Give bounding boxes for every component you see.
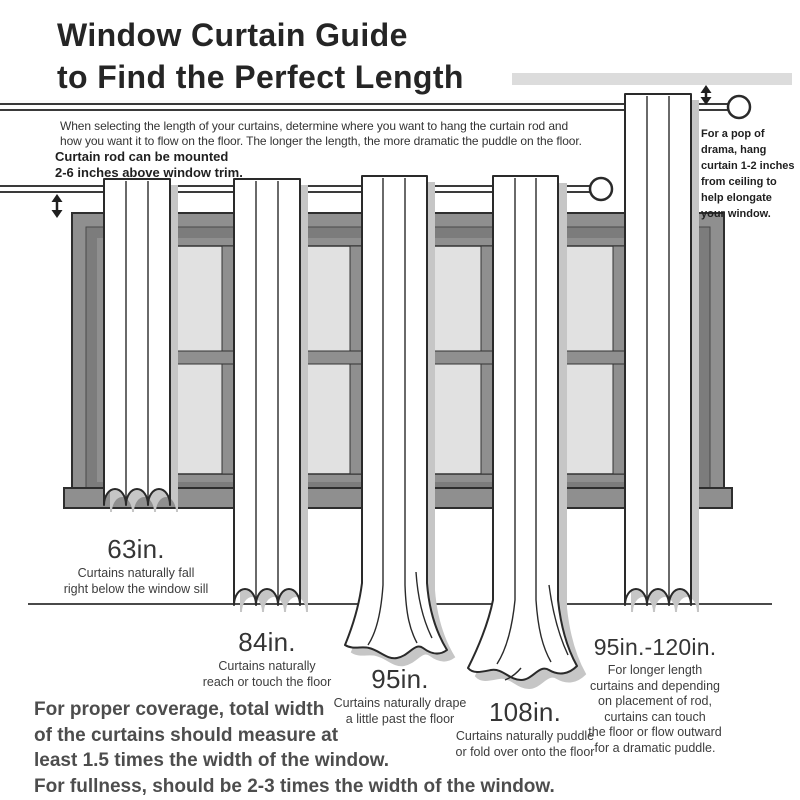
ceiling-note-line: curtain 1-2 inches bbox=[701, 160, 795, 172]
length-caption-line: curtains can touch bbox=[604, 709, 706, 724]
length-caption-line: a little past the floor bbox=[345, 711, 455, 726]
length-caption-line: or fold over onto the floor bbox=[455, 744, 595, 759]
length-caption-line: for a dramatic puddle. bbox=[594, 740, 716, 755]
length-caption-line: Curtains naturally drape bbox=[333, 696, 467, 710]
length-caption-line: on placement of rod, bbox=[598, 694, 712, 708]
title-line: to Find the Perfect Length bbox=[57, 59, 464, 95]
intro-line: When selecting the length of your curtains, determine where you want to hang the curtain rod and bbox=[60, 119, 569, 133]
double-arrow-icon bbox=[52, 194, 63, 218]
length-caption-line: Curtains naturally puddle bbox=[455, 729, 595, 743]
ceiling-note-line: For a pop of bbox=[701, 128, 765, 140]
ceiling-mount-note bbox=[701, 126, 795, 222]
coverage-line: For proper coverage, total width bbox=[34, 699, 325, 720]
rod-mount-note bbox=[55, 149, 243, 181]
title-line: Window Curtain Guide bbox=[57, 17, 408, 53]
coverage-line: of the curtains should measure at bbox=[34, 724, 339, 746]
length-caption-line: the floor or flow outward bbox=[588, 725, 722, 739]
ceiling-bar bbox=[512, 73, 792, 85]
ceiling-note-line: from ceiling to bbox=[701, 176, 777, 188]
coverage-note bbox=[34, 697, 555, 799]
length-value: 84in. bbox=[238, 627, 296, 657]
curtain-panel-84in bbox=[234, 179, 307, 612]
curtain-panel-63in bbox=[104, 179, 177, 512]
rod-note-line: Curtain rod can be mounted bbox=[55, 149, 229, 164]
page-title bbox=[57, 14, 464, 98]
length-label-95-120in bbox=[559, 634, 751, 756]
length-value: 95in.-120in. bbox=[593, 634, 717, 660]
length-caption-line: right below the window sill bbox=[63, 581, 209, 596]
coverage-line: For fullness, should be 2-3 times the width of the window. bbox=[34, 775, 555, 797]
curtain-panel-95-120in bbox=[625, 94, 698, 612]
ceiling-rod-finial-icon bbox=[728, 96, 750, 118]
length-caption-line: curtains and depending bbox=[590, 678, 720, 693]
length-value: 63in. bbox=[107, 534, 165, 564]
rod-note-line: 2-6 inches above window trim. bbox=[55, 165, 243, 180]
ceiling-note-line: drama, hang bbox=[701, 144, 767, 156]
intro-line: how you want it to flow on the floor. The longer the length, the more dramatic the puddle on the floor. bbox=[60, 134, 582, 148]
intro-text bbox=[60, 119, 582, 149]
coverage-line: least 1.5 times the width of the window. bbox=[34, 750, 390, 771]
length-caption-line: Curtains naturally fall bbox=[77, 566, 195, 580]
length-caption-line: Curtains naturally bbox=[218, 659, 316, 673]
length-label-63in bbox=[36, 534, 236, 597]
ceiling-note-line: your window. bbox=[701, 208, 771, 220]
length-caption-line: For longer length bbox=[607, 663, 703, 677]
main-rod-finial-icon bbox=[590, 178, 612, 200]
double-arrow-icon bbox=[701, 85, 712, 105]
length-caption-line: reach or touch the floor bbox=[202, 674, 332, 689]
length-value: 108in. bbox=[488, 697, 562, 727]
length-value: 95in. bbox=[371, 664, 429, 694]
ceiling-curtain-rod bbox=[0, 104, 728, 110]
ceiling-note-line: help elongate bbox=[701, 192, 772, 204]
